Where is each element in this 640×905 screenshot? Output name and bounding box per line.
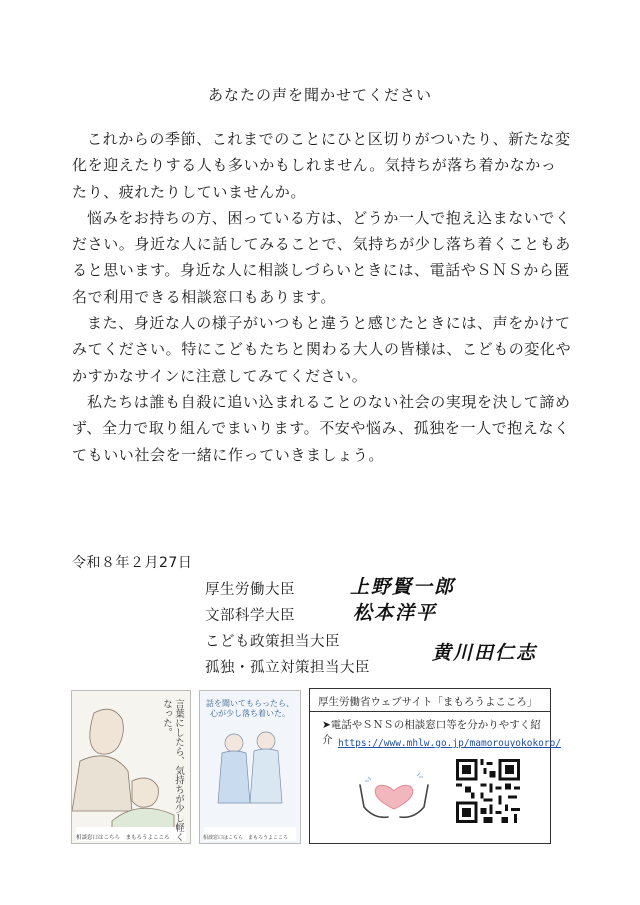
heart-in-hands-icon <box>354 763 434 823</box>
letter-title: あなたの声を聞かせてください <box>207 86 432 104</box>
signature: 上野賢一郎 <box>350 576 456 598</box>
info-title: 厚生労働省ウェブサイト「まもろうよこころ」 <box>316 693 539 710</box>
poster-footer: 相談窓口はこちら まもろうよこころ <box>76 835 170 841</box>
info-subtitle: ➤電話やＳＮＳの相談窓口等を分かりやすく紹介 <box>322 719 541 746</box>
divider <box>310 711 550 712</box>
qr-code-icon[interactable] <box>456 759 520 823</box>
minister-title: 文部科学大臣 <box>205 608 295 624</box>
paragraph: 悩みをお持ちの方、困っている方は、どうか一人で抱え込まないでください。身近な人に話してみることで、気持ちが少し落ち着くこともあると思います。身近な人に相談しづらいときには、電話やＳＮＳから匿名で利用できる相談窓口もあります。 <box>72 208 571 306</box>
campaign-poster <box>199 690 301 844</box>
paragraph: また、身近な人の様子がいつもと違うと感じたときには、声をかけてみてください。特にこどもたちと関わる大人の皆様は、こどもの変化やかすかなサインに注意してみてください。 <box>72 314 572 385</box>
letter-body <box>72 126 572 468</box>
paragraph: これからの季節、これまでのことにひと区切りがついたり、新たな変化を迎えたりする人も多いかもしれません。気持ちが落ち着かなかったり、疲れたりしていませんか。 <box>72 130 571 201</box>
minister-title: こども政策担当大臣 <box>205 634 340 650</box>
minister-title: 厚生労働大臣 <box>205 582 295 598</box>
website-info-box <box>309 688 562 844</box>
poster-footer: 相談窓口はこちら まもろうよこころ <box>203 835 289 841</box>
poster-headline: 話を聞いてもらったら、心が少し落ち着いた。 <box>206 699 294 718</box>
letter-date: 令和８年２月27日 <box>72 555 193 571</box>
poster-headline: 言葉にしたら、気持ちが少し軽くなった。 <box>161 699 184 842</box>
campaign-poster <box>71 690 191 844</box>
website-link[interactable]: https://www.mhlw.go.jp/mamorouyokokoro/ <box>338 738 562 749</box>
paragraph: 私たちは誰も自殺に追い込まれることのない社会の実現を決して諦めず、全力で取り組んでまいります。不安や悩み、孤独を一人で抱えなくてもいい社会を一緒に作っていきましょう。 <box>72 392 571 464</box>
signature: 黄川田仁志 <box>432 642 538 664</box>
minister-title: 孤独・孤立対策担当大臣 <box>205 660 370 676</box>
signature: 松本洋平 <box>353 602 438 624</box>
